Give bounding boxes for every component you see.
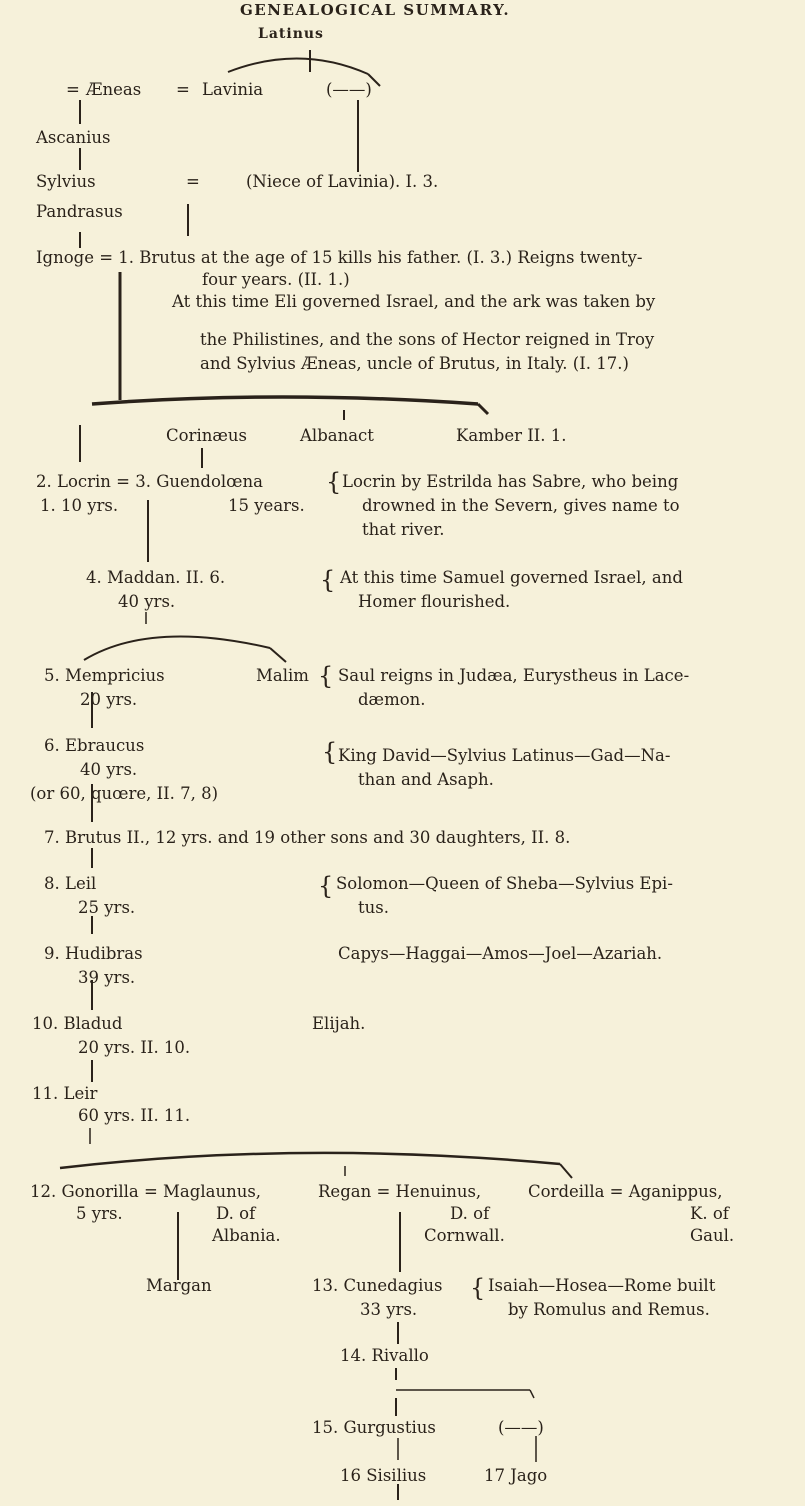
latinus: Latinus [258, 26, 324, 42]
maddan-note: Homer flourished. [358, 592, 511, 611]
brutus-line: Ignoge = 1. Brutus at the age of 15 kills his father. (I. 3.) Reigns twenty- [36, 248, 643, 267]
hudibras: 9. Hudibras [44, 944, 143, 963]
brutus-note: and Sylvius Æneas, uncle of Brutus, in Italy. (I. 17.) [200, 354, 629, 373]
cunedagius-note: Isaiah—Hosea—Rome built [488, 1276, 716, 1295]
ascanius: Ascanius [36, 128, 111, 147]
leil: 8. Leil [44, 874, 97, 893]
niece-of-lavinia: (Niece of Lavinia). I. 3. [246, 172, 439, 191]
maglaunus-title: D. of [216, 1204, 256, 1223]
equals-sign: = [66, 80, 80, 99]
albanact: Albanact [300, 426, 374, 445]
locrin-note: drowned in the Severn, gives name to [362, 496, 680, 515]
ebraucus-note: King David—Sylvius Latinus—Gad—Na- [338, 746, 671, 765]
page-title: GENEALOGICAL SUMMARY. [240, 1, 511, 19]
leil-note: Solomon—Queen of Sheba—Sylvius Epi- [336, 874, 673, 893]
brace: { [318, 662, 334, 690]
bladud-note: Elijah. [312, 1014, 366, 1033]
locrin-note: that river. [362, 520, 445, 539]
gonorilla-years: 5 yrs. [76, 1204, 123, 1223]
sylvius: Sylvius [36, 172, 96, 191]
maddan: 4. Maddan. II. 6. [86, 568, 226, 587]
malim: Malim [256, 666, 309, 685]
leil-note: tus. [358, 898, 389, 917]
rivallo: 14. Rivallo [340, 1346, 429, 1365]
brace: { [470, 1274, 486, 1302]
brutus-note: At this time Eli governed Israel, and the ark was taken by [172, 292, 656, 311]
margan: Margan [146, 1276, 212, 1295]
brutus-second: 7. Brutus II., 12 yrs. and 19 other sons and 30 daughters, II. 8. [44, 828, 571, 847]
aeneas: Æneas [86, 80, 142, 99]
leir: 11. Leir [32, 1084, 98, 1103]
ebraucus: 6. Ebraucus [44, 736, 145, 755]
unknown-sibling: (——) [326, 80, 372, 99]
aganippus-title: Gaul. [690, 1226, 735, 1245]
gonorilla: 12. Gonorilla = Maglaunus, [30, 1182, 262, 1201]
henuinus-title: Cornwall. [424, 1226, 505, 1245]
hudibras-years: 39 yrs. [78, 968, 136, 987]
maddan-note: At this time Samuel governed Israel, and [340, 568, 683, 587]
cunedagius: 13. Cunedagius [312, 1276, 443, 1295]
hudibras-note: Capys—Haggai—Amos—Joel—Azariah. [338, 944, 663, 963]
brace: { [326, 468, 342, 496]
locrin-years: 1. 10 yrs. [40, 496, 119, 515]
jago: 17 Jago [484, 1466, 548, 1485]
mempricius: 5. Mempricius [44, 666, 165, 685]
brace: { [322, 738, 338, 766]
ebraucus-years: 40 yrs. [80, 760, 138, 779]
lavinia: Lavinia [202, 80, 264, 99]
brace: { [318, 872, 334, 900]
sisilius: 16 Sisilius [340, 1466, 427, 1485]
maddan-years: 40 yrs. [118, 592, 176, 611]
equals-sign: = [176, 80, 190, 99]
cordeilla: Cordeilla = Aganippus, [528, 1182, 723, 1201]
pandrasus: Pandrasus [36, 202, 123, 221]
guendolcena-years: 15 years. [228, 496, 305, 515]
ebraucus-note: than and Asaph. [358, 770, 494, 789]
bladud-years: 20 yrs. II. 10. [78, 1038, 191, 1057]
latinus-arc [228, 58, 368, 74]
regan: Regan = Henuinus, [318, 1182, 482, 1201]
locrin: 2. Locrin = 3. Guendolœna [36, 472, 263, 491]
unknown-sibling: (——) [498, 1418, 544, 1437]
cunedagius-years: 33 yrs. [360, 1300, 418, 1319]
brutus-children-arc [92, 397, 478, 404]
mempricius-years: 20 yrs. [80, 690, 138, 709]
brace: { [320, 566, 336, 594]
mempricius-note: Saul reigns in Judæa, Eurystheus in Lace- [338, 666, 690, 685]
corinaeus: Corinæus [166, 426, 247, 445]
equals-sign: = [186, 172, 200, 191]
aganippus-title: K. of [690, 1204, 729, 1223]
mempricius-note: dæmon. [358, 690, 426, 709]
leir-years: 60 yrs. II. 11. [78, 1106, 191, 1125]
ebraucus-alt: (or 60, quœre, II. 7, 8) [30, 784, 219, 803]
cunedagius-note: by Romulus and Remus. [508, 1300, 710, 1319]
leil-years: 25 yrs. [78, 898, 136, 917]
brutus-note: the Philistines, and the sons of Hector reigned in Troy [200, 330, 655, 349]
kamber: Kamber II. 1. [456, 426, 567, 445]
locrin-note: Locrin by Estrilda has Sabre, who being [342, 472, 679, 491]
henuinus-title: D. of [450, 1204, 490, 1223]
gurgustius: 15. Gurgustius [312, 1418, 436, 1437]
brutus-line: four years. (II. 1.) [202, 270, 350, 289]
maglaunus-title: Albania. [212, 1226, 281, 1245]
bladud: 10. Bladud [32, 1014, 123, 1033]
